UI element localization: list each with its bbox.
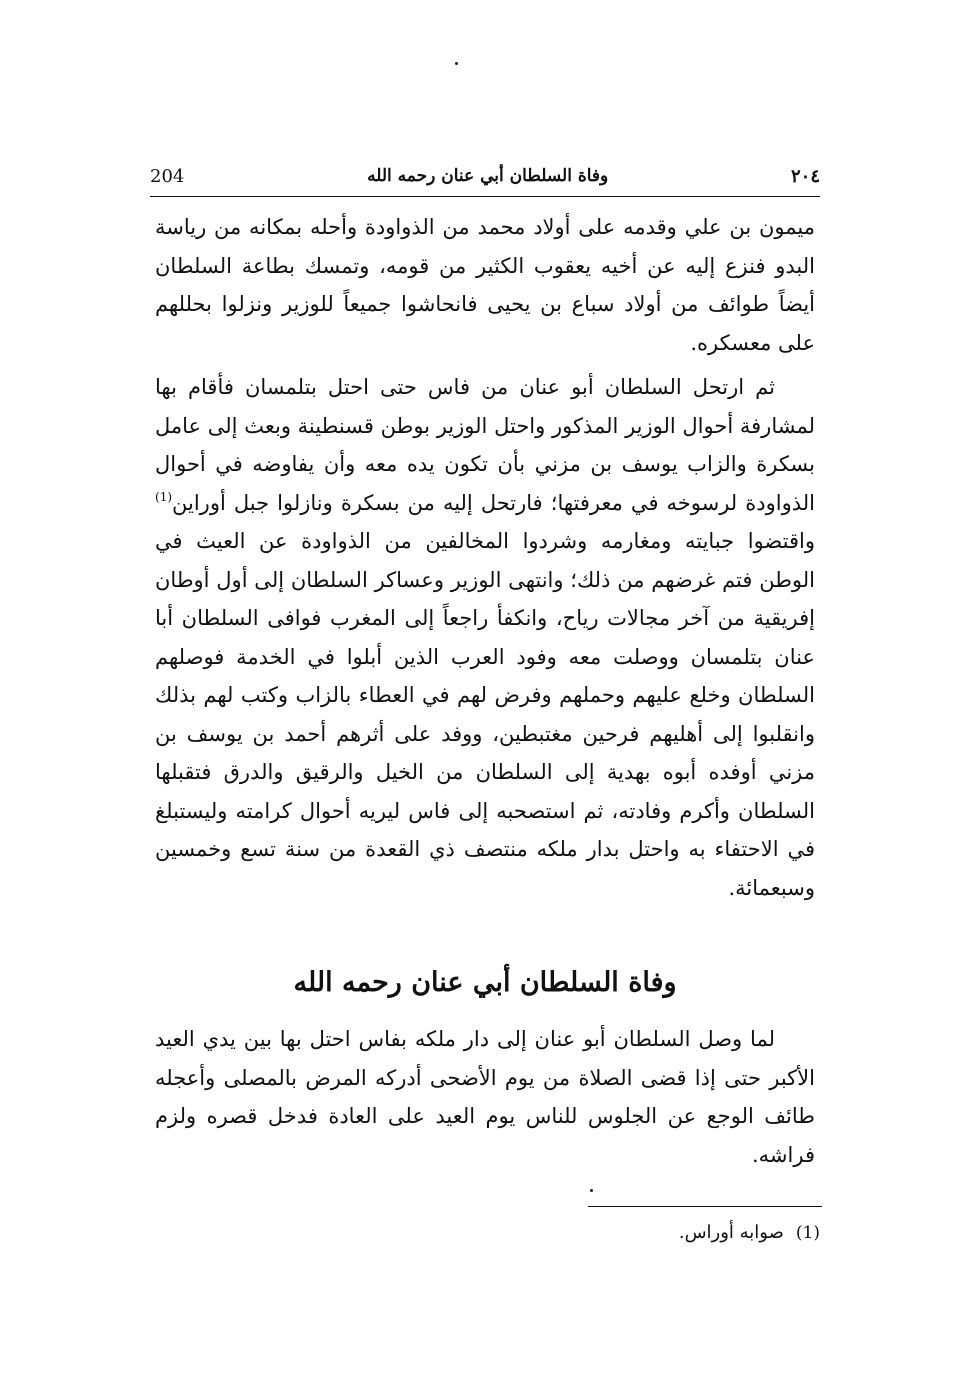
paragraph-2 xyxy=(155,368,815,907)
paragraph-1: ميمون بن علي وقدمه على أولاد محمد من الذواودة وأحله بمكانه من رياسة البدو فنزع إليه عن أخيه يعقوب الكثير من قومه، وتمسك بطاعة السلطان أيضاً طوائف من أولاد سباع بن يحيى فانحاشوا جميعاً للوزير ونزلوا بحللهم على معسكره. xyxy=(155,215,815,355)
paragraph-2-part-2: واقتضوا جبايته ومغارمه وشردوا المخالفين من الذواودة عن العيث في الوطن فتم غرضهم من ذلك؛ وانتهى الوزير وعساكر السلطان إلى أول أوطان إفريقية من آخر مجالات رياح، وانكفأ راجعاً إلى المغرب فوافى السلطان أبا عنان بتلمسان ووصلت معه وفود العرب الذين أبلوا في الخدمة فوصلهم السلطان وخلع عليهم وحملهم وفرض لهم في العطاء بالزاب وكتب لهم بذلك وانقلبوا إلى أهليهم فرحين مغتبطين، ووفد على أثرهم أحمد بن يوسف بن مزني أوفده أبوه بهدية إلى السلطان من الخيل والرقيق والدرق فتقبلها السلطان وأكرم وفادته، ثم استصحبه إلى فاس ليريه أحوال كرامته وليستبلغ في الاحتفاء به واحتل بدار ملكه منتصف ذي القعدة من سنة تسع وخمسين وسبعمائة. xyxy=(155,529,815,900)
header-rule xyxy=(150,196,820,197)
footnote-number: (1) xyxy=(795,1223,820,1243)
footnote-reference: (1) xyxy=(155,489,173,504)
page-number-latin: 204 xyxy=(150,165,185,187)
footnote-rule xyxy=(588,1206,822,1207)
section-paragraph: لما وصل السلطان أبو عنان إلى دار ملكه بفاس احتل بها بين يدي العيد الأكبر حتى إذا قضى الصلاة من يوم الأضحى أدركه المرض بالمصلى وأعجله طائف الوجع عن الجلوس للناس يوم العيد على العادة فدخل قصره ولزم فراشه. xyxy=(155,1027,815,1167)
paragraph-2-part-1: ثم ارتحل السلطان أبو عنان من فاس حتى احتل بتلمسان فأقام بها لمشارفة أحوال الوزير المذكور واحتل الوزير بوطن قسنطينة وبعث إلى عامل بسكرة والزاب يوسف بن مزني بأن تكون يده معه وأن يفاوضه في أحوال الذواودة لرسوخه في معرفتها؛ فارتحل إليه من بسكرة ونازلوا جبل أوراين xyxy=(155,375,815,515)
scan-speck xyxy=(590,1189,593,1192)
main-text xyxy=(155,208,815,907)
page-number-arabic: ٢٠٤ xyxy=(790,165,820,187)
section-text xyxy=(155,1020,815,1174)
page-header xyxy=(150,160,820,192)
running-title: وفاة السلطان أبي عنان رحمه الله xyxy=(367,166,609,186)
section-heading: وفاة السلطان أبي عنان رحمه الله xyxy=(293,967,677,998)
footnote-text: صوابه أوراس. xyxy=(678,1222,784,1243)
footnote xyxy=(420,1218,820,1248)
scan-speck xyxy=(455,62,458,65)
